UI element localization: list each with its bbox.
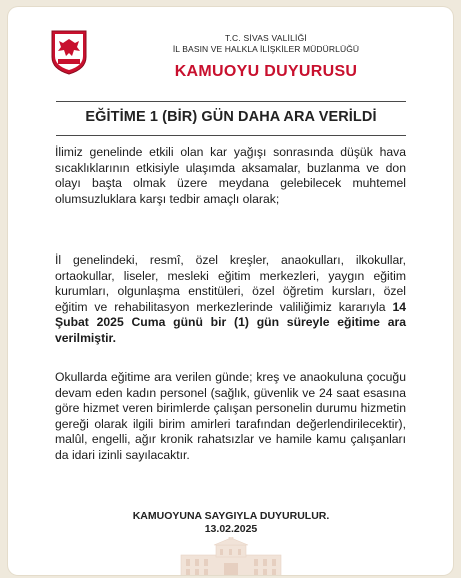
header-line-directorate: İL BASIN VE HALKLA İLİŞKİLER MÜDÜRLÜĞÜ bbox=[172, 44, 360, 54]
announcement-type-title: KAMUOYU DUYURUSU bbox=[174, 63, 358, 80]
government-building-watermark bbox=[176, 537, 286, 575]
header-line-governorship: T.C. SİVAS VALİLİĞİ bbox=[225, 33, 307, 43]
paragraph-decision-bold: 14 Şubat 2025 Cuma günü bir (1) gün süreyle eğitime ara verilmiştir. bbox=[55, 299, 406, 345]
closing-date: 13.02.2025 bbox=[204, 523, 258, 535]
sivas-governorship-logo bbox=[50, 29, 88, 75]
headline: EĞİTİME 1 (BİR) GÜN DAHA ARA VERİLDİ bbox=[85, 109, 377, 125]
closing-statement: KAMUOYUNA SAYGIYLA DUYURULUR. bbox=[132, 510, 330, 522]
announcement-card bbox=[8, 7, 453, 575]
paragraph-intro: İlimiz genelinde etkili olan kar yağışı sonrasında düşük hava sıcaklıklarının etkisiyle ulaşımda aksamalar, buzlanma ve don olayı başta olmak üzere meydana gelebilecek muhtemel olumsuzluklara karşı tedbir amaçlı olarak; bbox=[55, 145, 406, 206]
paragraph-staff-leave: Okullarda eğitime ara verilen günde; kreş ve anaokuluna çocuğu devam eden kadın personel (sağlık, güvenlik ve 24 saat esasına göre hizmet veren birimlerde çalışan personelin durumu hizmetin gereği olarak ilgili birim amirleri tarafından değerlendirilecektir), malûl, engelli, ağır kronik rahatsızlar ve hamile kamu çalışanları da idari izinli sayılacaktır. bbox=[55, 370, 406, 462]
paragraph-decision-text: İl genelindeki, resmî, özel kreşler, anaokulları, ilkokullar, ortaokullar, liseler, mesleki eğitim merkezleri, yaygın eğitim kurumları, olgunlaşma enstitüleri, özel öğretim kursları, özel eğitim ve rehabilitasyon merkezlerinde valiliğimiz kararıyla bbox=[55, 253, 406, 314]
paragraph-decision bbox=[55, 253, 406, 347]
divider-top bbox=[56, 101, 406, 102]
divider-bottom bbox=[56, 135, 406, 136]
